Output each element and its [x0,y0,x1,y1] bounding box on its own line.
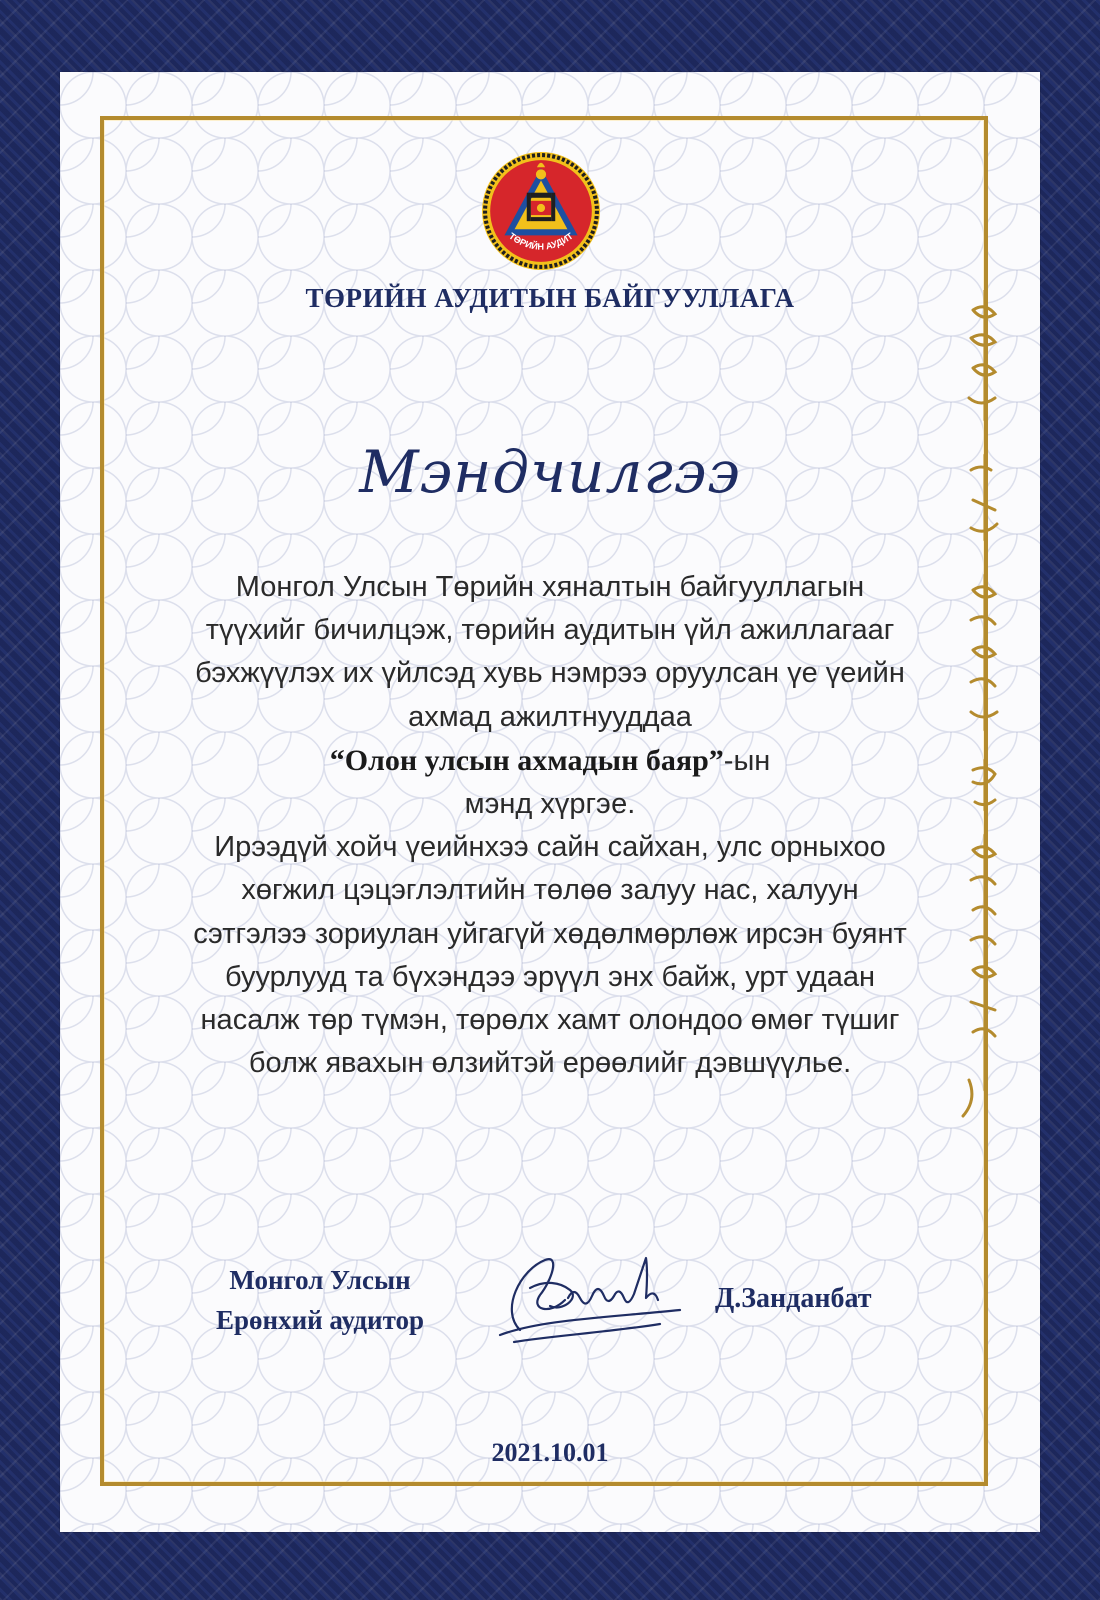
body-line: түүхийг бичилцэж, төрийн аудитын үйл ажиллагааг [205,614,895,647]
state-audit-emblem-icon [480,150,602,272]
holiday-suffix: -ын [723,744,771,777]
body-line: сэтгэлээ зориулан уйгагүй хөдөлмөрлөж ирсэн буянт [193,917,907,950]
body-line: мэнд хүргэе. [464,788,636,821]
greeting-title: Мэндчилгээ [359,438,741,506]
signatory-name: Д.Занданбат [715,1283,872,1314]
body-line: Ирээдүй хойч үеийнхээ сайн сайхан, улс орныхоо [214,831,886,864]
body-line: буурлууд та бүхэндээ эрүүл энх байж, урт удаан [225,960,875,993]
body-line: болж явахын өлзийтэй ерөөлийг дэвшүүлье. [248,1047,852,1080]
body-line: Монгол Улсын Төрийн хяналтын байгууллагын [235,571,865,603]
document-date: 2021.10.01 [491,1438,609,1467]
body-line: бэхжүүлэх их үйлсэд хувь нэмрээ оруулсан үе үеийн [195,657,905,690]
body-line: насалж төр түмэн, төрөлх хамт олондоо өмөг түшиг [200,1004,900,1037]
body-line-holiday [110,739,990,783]
holiday-name: “Олон улсын ахмадын баяр” [329,743,724,777]
signatory-role-line: Ерөнхий аудитор [215,1305,424,1335]
handwritten-signature-icon [490,1240,690,1350]
greeting-body [110,566,990,1085]
signatory-role-line: Монгол Улсын [229,1265,411,1295]
body-line: ахмад ажилтнууддаа [408,700,692,733]
signatory-role [170,1260,470,1340]
emblem-text: ТӨРИЙН АУДИТ [507,230,575,252]
body-line: хөгжил цэцэглэлтийн төлөө залуу нас, халуун [241,874,859,907]
mongolian-script-decoration-icon [955,290,1015,1140]
organization-title: ТӨРИЙН АУДИТЫН БАЙГУУЛЛАГА [305,283,795,313]
